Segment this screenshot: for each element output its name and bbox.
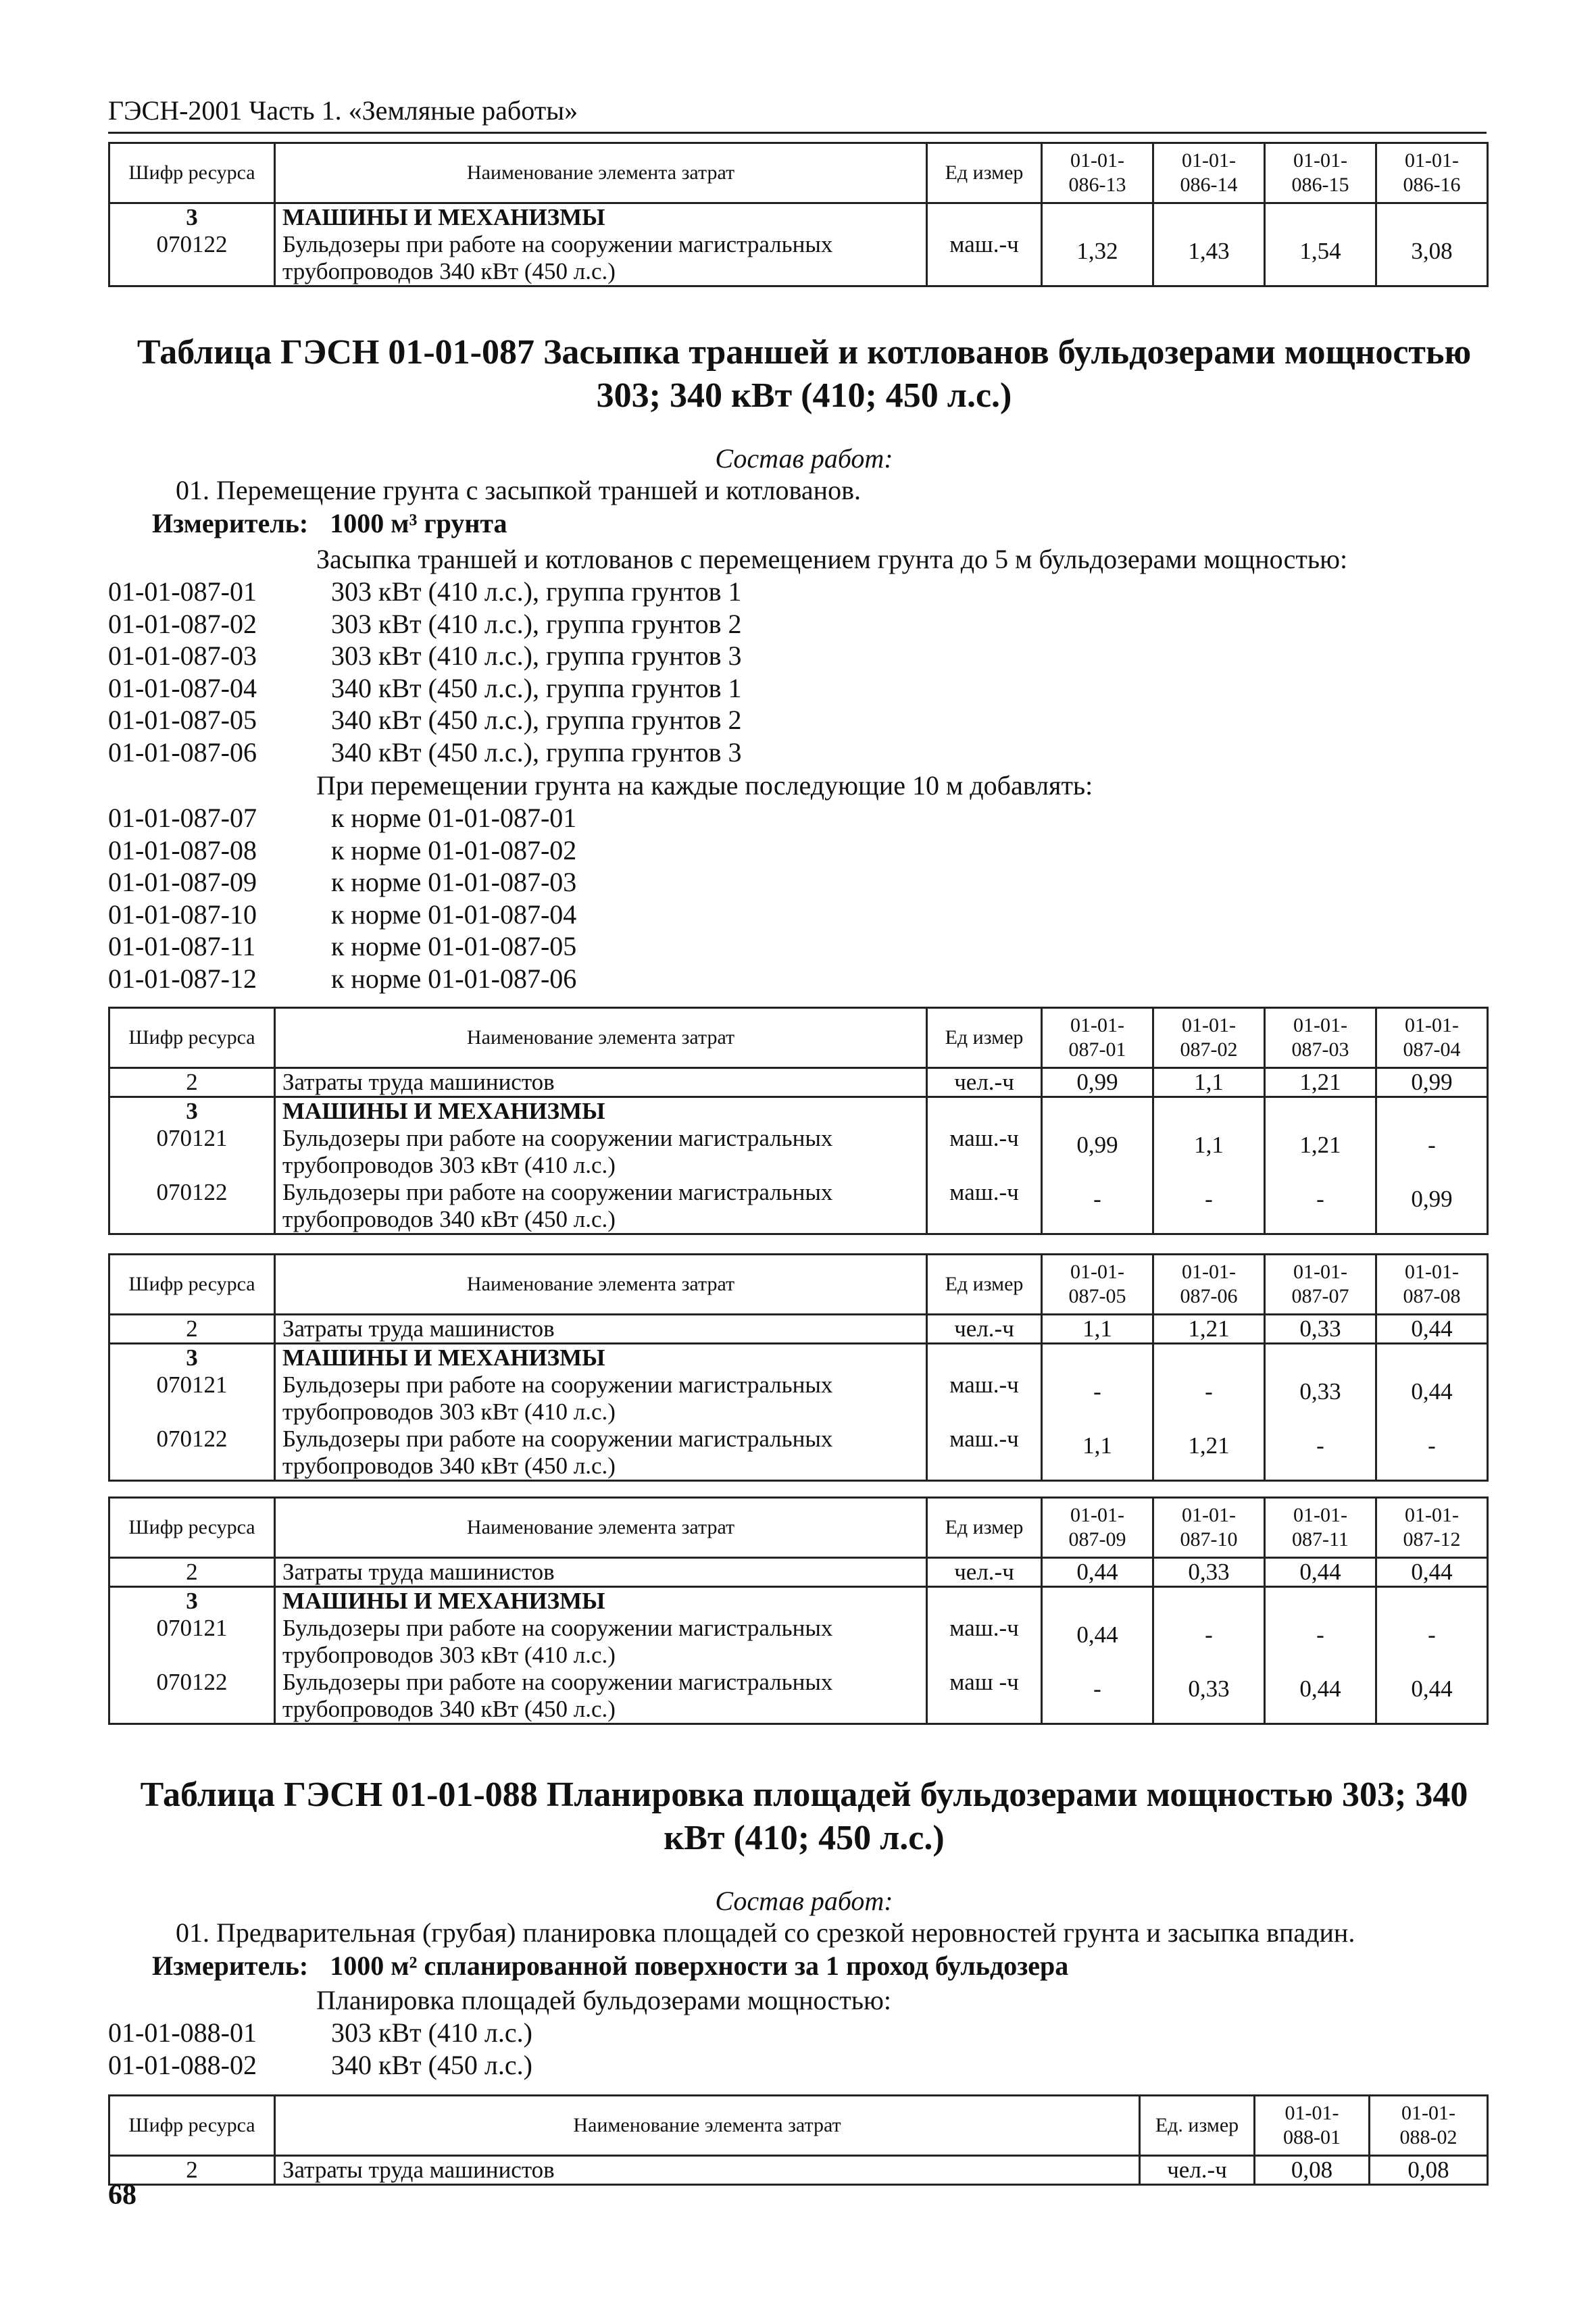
cell-code: 3 [109,1344,275,1372]
norm-item [108,866,576,899]
table-row [109,203,1488,232]
group1-title: Засыпка траншей и котлованов с перемещением грунта до 5 м бульдозерами мощностью: [316,544,1348,574]
cell-code: 2 [109,1068,275,1097]
norm-text: 303 кВт (410 л.с.), группа грунтов 2 [331,608,742,639]
norm-text: 303 кВт (410 л.с.), группа грунтов 3 [331,640,742,671]
cell-value [1376,1097,1488,1126]
cell-name: Бульдозеры при работе на сооружении магистральных трубопроводов 303 кВт (410 л.с.) [275,1125,927,1179]
column-header-norm: 01-01- 087-08 [1376,1255,1488,1315]
norm-text: к норме 01-01-087-05 [331,931,577,961]
table-row [109,2156,1488,2185]
meter-label-088: Измеритель: [152,1951,309,1981]
cell-value: 1,54 [1265,231,1376,286]
cell-code: 2 [109,1315,275,1344]
cell-value: - [1042,1179,1153,1234]
cell-value [1265,1587,1376,1615]
cell-code: 2 [109,1558,275,1587]
cell-unit [927,203,1042,232]
cell-unit: маш.-ч [927,1426,1042,1481]
composition-text-088: 01. Предварительная (грубая) планировка площадей со срезкой неровностей грунта и засыпка впадин. [176,1917,1355,1948]
cell-code: 070121 [109,1615,275,1669]
cell-value: 1,43 [1153,231,1265,286]
cell-unit: маш.-ч [927,1372,1042,1426]
cell-unit: маш.-ч [927,1179,1042,1234]
norm-list-group2 [108,802,576,995]
column-header-code: Шифр ресурса [109,2096,275,2156]
norm-text: 340 кВт (450 л.с.), группа грунтов 3 [331,736,742,768]
column-header-code: Шифр ресурса [109,1498,275,1558]
norm-item [108,2049,532,2082]
column-header-name: Наименование элемента затрат [275,143,927,203]
cell-unit: маш -ч [927,1669,1042,1724]
column-header-name: Наименование элемента затрат [275,2096,1140,2156]
cell-value: 0,44 [1042,1558,1153,1587]
cell-value: - [1042,1669,1153,1724]
norm-item [108,802,576,834]
meter-line [152,508,507,539]
cell-value: - [1265,1615,1376,1669]
cell-name: Бульдозеры при работе на сооружении магистральных трубопроводов 340 кВт (450 л.с.) [275,1426,927,1481]
cell-code: 3 [109,203,275,232]
cell-name: Бульдозеры при работе на сооружении магистральных трубопроводов 303 кВт (410 л.с.) [275,1372,927,1426]
column-header-name: Наименование элемента затрат [275,1498,927,1558]
meter-line-088 [152,1951,1068,1982]
composition-label-088: Состав работ: [715,1886,893,1916]
norm-item [108,834,576,867]
cell-value [1376,1344,1488,1372]
column-header-unit: Ед измер [927,1255,1042,1315]
norm-item [108,930,576,963]
column-header-code: Шифр ресурса [109,1255,275,1315]
column-header-norm: 01-01- 087-06 [1153,1255,1265,1315]
column-header-norm: 01-01- 087-01 [1042,1008,1153,1068]
norm-item [108,576,742,608]
norm-code: 01-01-087-05 [108,705,257,735]
cell-value [1042,1587,1153,1615]
cell-value: 0,99 [1042,1125,1153,1179]
cell-unit [927,1344,1042,1372]
cell-code: 070122 [109,1426,275,1481]
table-row [109,1587,1488,1615]
cell-unit: маш.-ч [927,1615,1042,1669]
norm-text: к норме 01-01-087-03 [331,867,577,897]
column-header-norm: 01-01- 087-05 [1042,1255,1153,1315]
cell-value: 0,44 [1265,1558,1376,1587]
column-header-norm: 01-01- 087-12 [1376,1498,1488,1558]
norm-item [108,899,576,931]
cost-table-088 [108,2094,1489,2186]
norm-item [108,2017,532,2049]
cell-unit: маш.-ч [927,1125,1042,1179]
norm-code: 01-01-087-08 [108,834,257,865]
table-row [109,1179,1488,1234]
cost-table-086 [108,142,1489,287]
cell-code: 3 [109,1587,275,1615]
cell-value: - [1265,1426,1376,1481]
meter-label: Измеритель: [152,508,309,538]
norm-code: 01-01-087-11 [108,931,256,961]
column-header-norm: 01-01- 086-13 [1042,143,1153,203]
norm-code: 01-01-088-01 [108,2017,257,2048]
norm-text: 303 кВт (410 л.с.), группа грунтов 1 [331,576,742,607]
table-title-088: Таблица ГЭСН 01-01-088 Планировка площадей бульдозерами мощностью 303; 340 кВт (410; 450 л.с.) [140,1776,1468,1857]
column-header-name: Наименование элемента затрат [275,1008,927,1068]
norm-code: 01-01-087-12 [108,963,257,994]
cell-unit: чел.-ч [927,1558,1042,1587]
group-title-088: Планировка площадей бульдозерами мощностью: [316,1985,891,2015]
cell-value: - [1042,1372,1153,1426]
cell-value [1153,1344,1265,1372]
column-header-norm: 01-01- 087-09 [1042,1498,1153,1558]
column-header-code: Шифр ресурса [109,1008,275,1068]
page-header: ГЭСН-2001 Часть 1. «Земляные работы» [108,95,1487,134]
cost-table-087-a [108,1007,1489,1235]
norm-code: 01-01-087-10 [108,899,257,930]
norm-text: к норме 01-01-087-06 [331,963,577,994]
cell-name: МАШИНЫ И МЕХАНИЗМЫ [275,203,927,232]
norm-text: к норме 01-01-087-02 [331,834,577,865]
cell-value: 0,44 [1265,1669,1376,1724]
cell-value [1153,1097,1265,1126]
cell-code: 070121 [109,1125,275,1179]
column-header-norm: 01-01- 087-11 [1265,1498,1376,1558]
cell-name: Бульдозеры при работе на сооружении магистральных трубопроводов 340 кВт (450 л.с.) [275,1669,927,1724]
cell-value: 0,44 [1042,1615,1153,1669]
table-row [109,1068,1488,1097]
cell-value [1042,203,1153,232]
cell-value: - [1376,1615,1488,1669]
cell-value: 0,44 [1376,1315,1488,1344]
cell-name: МАШИНЫ И МЕХАНИЗМЫ [275,1097,927,1126]
cell-value: 1,21 [1265,1068,1376,1097]
cell-value: 0,33 [1153,1558,1265,1587]
cell-value: 0,33 [1265,1372,1376,1426]
cell-value: 1,1 [1042,1315,1153,1344]
cell-value: 0,33 [1265,1315,1376,1344]
cell-value [1265,1097,1376,1126]
cell-value: - [1153,1615,1265,1669]
cell-value: 1,32 [1042,231,1153,286]
norm-text: 340 кВт (450 л.с.), группа грунтов 1 [331,672,742,703]
table-row [109,1125,1488,1179]
cell-name: МАШИНЫ И МЕХАНИЗМЫ [275,1587,927,1615]
composition-label: Состав работ: [715,443,893,474]
table-row [109,1426,1488,1481]
column-header-unit: Ед измер [927,1008,1042,1068]
cell-value: 1,21 [1153,1426,1265,1481]
cell-code: 2 [109,2156,275,2185]
table-title-087: Таблица ГЭСН 01-01-087 Засыпка траншей и котлованов бульдозерами мощностью 303; 340 кВт (410; 450 л.с.) [136,333,1472,415]
cell-value: 0,99 [1042,1068,1153,1097]
norm-item [108,736,742,769]
cell-value: 1,1 [1153,1068,1265,1097]
cell-value: 0,99 [1376,1068,1488,1097]
column-header-norm: 01-01- 087-02 [1153,1008,1265,1068]
cell-name: МАШИНЫ И МЕХАНИЗМЫ [275,1344,927,1372]
norm-code: 01-01-087-09 [108,867,257,897]
cell-name: Затраты труда машинистов [275,1315,927,1344]
norm-text: 340 кВт (450 л.с.) [331,2049,532,2080]
cell-value: - [1376,1426,1488,1481]
table-row [109,1558,1488,1587]
column-header-name: Наименование элемента затрат [275,1255,927,1315]
cell-value: 1,1 [1153,1125,1265,1179]
column-header-norm: 01-01- 087-07 [1265,1255,1376,1315]
cell-value: - [1153,1179,1265,1234]
cell-value [1153,203,1265,232]
norm-text: 303 кВт (410 л.с.) [331,2017,532,2048]
cell-value: 1,1 [1042,1426,1153,1481]
cell-name: Бульдозеры при работе на сооружении магистральных трубопроводов 340 кВт (450 л.с.) [275,1179,927,1234]
column-header-norm: 01-01- 087-03 [1265,1008,1376,1068]
norm-item [108,608,742,640]
cell-value: - [1376,1125,1488,1179]
cell-unit [927,1587,1042,1615]
norm-code: 01-01-087-07 [108,803,257,833]
cell-name: Бульдозеры при работе на сооружении магистральных трубопроводов 303 кВт (410 л.с.) [275,1615,927,1669]
column-header-norm: 01-01- 088-02 [1370,2096,1488,2156]
norm-list-088 [108,2017,532,2081]
cell-value [1153,1587,1265,1615]
norm-list-group1 [108,576,742,768]
cell-value [1042,1344,1153,1372]
cell-unit: маш.-ч [927,231,1042,286]
table-row [109,1315,1488,1344]
cell-unit: чел.-ч [927,1315,1042,1344]
cell-value: 0,33 [1153,1669,1265,1724]
norm-text: к норме 01-01-087-01 [331,803,577,833]
table-row [109,1097,1488,1126]
cell-name: Затраты труда машинистов [275,1068,927,1097]
cost-table-087-b [108,1253,1489,1482]
cell-unit: чел.-ч [1140,2156,1255,2185]
cell-value: - [1265,1179,1376,1234]
norm-code: 01-01-088-02 [108,2049,257,2080]
column-header-unit: Ед измер [927,143,1042,203]
page-number: 68 [108,2180,136,2211]
table-row [109,231,1488,286]
norm-item [108,963,576,995]
cell-value [1265,203,1376,232]
norm-code: 01-01-087-04 [108,672,257,703]
norm-code: 01-01-087-02 [108,608,257,639]
cell-value: 0,44 [1376,1669,1488,1724]
cell-value: 0,44 [1376,1372,1488,1426]
cell-code: 070122 [109,231,275,286]
table-row [109,1669,1488,1724]
cell-value: 3,08 [1376,231,1488,286]
composition-text: 01. Перемещение грунта с засыпкой траншей и котлованов. [176,475,861,505]
cell-value: 0,08 [1255,2156,1370,2185]
norm-text: к норме 01-01-087-04 [331,899,577,930]
column-header-code: Шифр ресурса [109,143,275,203]
cell-code: 3 [109,1097,275,1126]
norm-code: 01-01-087-03 [108,640,257,671]
cell-value: 0,08 [1370,2156,1488,2185]
column-header-norm: 01-01- 086-16 [1376,143,1488,203]
cell-name: Затраты труда машинистов [275,2156,1140,2185]
norm-item [108,704,742,736]
cell-value [1376,1587,1488,1615]
cost-table-087-c [108,1496,1489,1725]
cell-name: Затраты труда машинистов [275,1558,927,1587]
table-row [109,1372,1488,1426]
column-header-norm: 01-01- 088-01 [1255,2096,1370,2156]
cell-value: 0,44 [1376,1558,1488,1587]
column-header-norm: 01-01- 087-04 [1376,1008,1488,1068]
meter-value-088: 1000 м² спланированной поверхности за 1 проход бульдозера [330,1951,1069,1981]
cell-value: 1,21 [1153,1315,1265,1344]
cell-value [1376,203,1488,232]
column-header-norm: 01-01- 087-10 [1153,1498,1265,1558]
cell-code: 070121 [109,1372,275,1426]
cell-unit [927,1097,1042,1126]
cell-value [1042,1097,1153,1126]
cell-value [1265,1344,1376,1372]
norm-item [108,672,742,705]
cell-code: 070122 [109,1669,275,1724]
cell-unit: чел.-ч [927,1068,1042,1097]
group2-title: При перемещении грунта на каждые последующие 10 м добавлять: [316,770,1093,801]
table-row [109,1344,1488,1372]
column-header-norm: 01-01- 086-14 [1153,143,1265,203]
norm-code: 01-01-087-06 [108,736,257,768]
cell-value: 1,21 [1265,1125,1376,1179]
cell-value: - [1153,1372,1265,1426]
norm-code: 01-01-087-01 [108,576,257,607]
column-header-unit: Ед. измер [1140,2096,1255,2156]
meter-value: 1000 м³ грунта [330,508,507,538]
cell-code: 070122 [109,1179,275,1234]
column-header-norm: 01-01- 086-15 [1265,143,1376,203]
column-header-unit: Ед измер [927,1498,1042,1558]
norm-text: 340 кВт (450 л.с.), группа грунтов 2 [331,705,742,735]
norm-item [108,640,742,672]
cell-name: Бульдозеры при работе на сооружении магистральных трубопроводов 340 кВт (450 л.с.) [275,231,927,286]
cell-value: 0,99 [1376,1179,1488,1234]
table-row [109,1615,1488,1669]
